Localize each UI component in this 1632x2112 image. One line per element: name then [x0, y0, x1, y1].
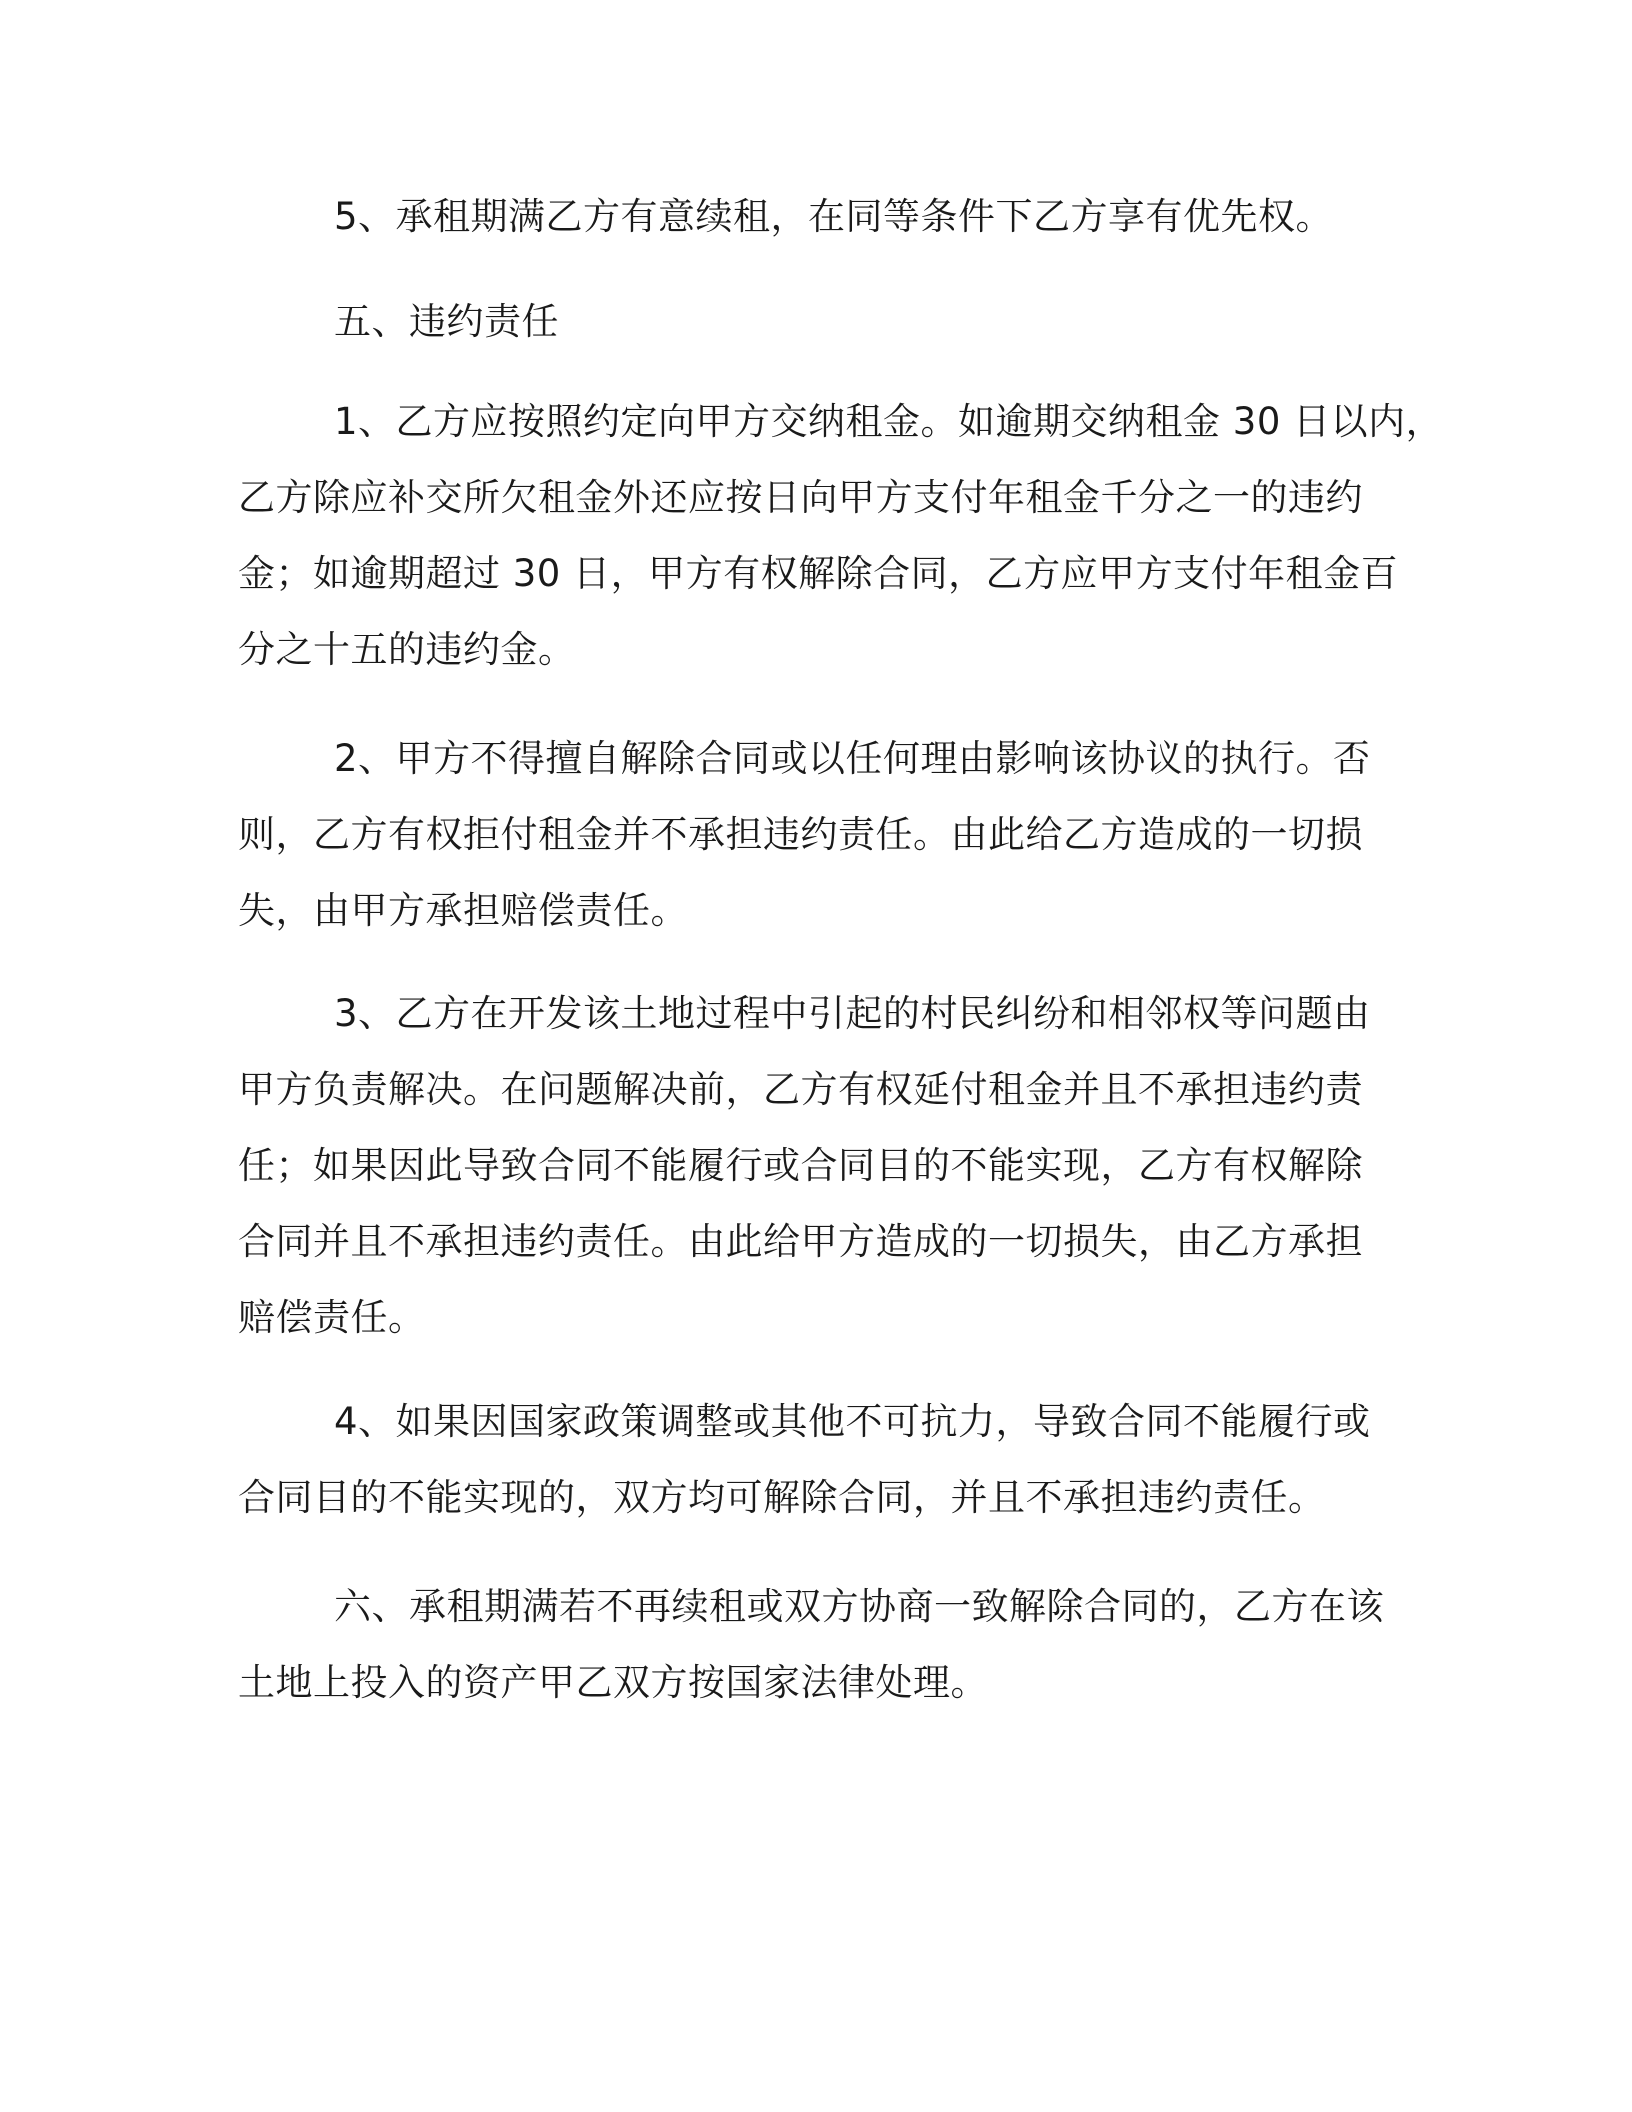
text-line: 4、如果因国家政策调整或其他不可抗力，导致合同不能履行或	[334, 1400, 1371, 1443]
text-line: 任；如果因此导致合同不能履行或合同目的不能实现，乙方有权解除	[238, 1144, 1363, 1187]
text-line: 合同目的不能实现的，双方均可解除合同，并且不承担违约责任。	[238, 1476, 1326, 1519]
text-line: 金；如逾期超过 30 日，甲方有权解除合同，乙方应甲方支付年租金百	[238, 552, 1399, 595]
text-line: 1、乙方应按照约定向甲方交纳租金。如逾期交纳租金 30 日以内，	[334, 400, 1444, 443]
text-line: 5、承租期满乙方有意续租，在同等条件下乙方享有优先权。	[334, 195, 1334, 238]
clause-breach-3	[238, 976, 1410, 1356]
text-line: 土地上投入的资产甲乙双方按国家法律处理。	[238, 1661, 988, 1704]
text-line: 合同并且不承担违约责任。由此给甲方造成的一切损失，由乙方承担	[238, 1220, 1363, 1263]
clause-5-renewal-priority	[238, 179, 1410, 255]
clause-breach-4	[238, 1384, 1410, 1536]
text-line: 分之十五的违约金。	[238, 628, 576, 671]
text-line: 乙方除应补交所欠租金外还应按日向甲方支付年租金千分之一的违约	[238, 476, 1363, 519]
text-line: 赔偿责任。	[238, 1296, 426, 1339]
section-heading-breach-liability	[238, 284, 1410, 360]
text-line: 甲方负责解决。在问题解决前，乙方有权延付租金并且不承担违约责	[238, 1068, 1363, 1111]
section-heading: 五、违约责任	[334, 300, 559, 343]
clause-breach-1	[238, 384, 1444, 688]
text-line: 失，由甲方承担赔偿责任。	[238, 889, 688, 932]
clause-breach-2	[238, 721, 1410, 949]
text-line: 3、乙方在开发该土地过程中引起的村民纠纷和相邻权等问题由	[334, 992, 1371, 1035]
text-line: 则，乙方有权拒付租金并不承担违约责任。由此给乙方造成的一切损	[238, 813, 1363, 856]
text-line: 六、承租期满若不再续租或双方协商一致解除合同的，乙方在该	[334, 1585, 1384, 1628]
text-line: 2、甲方不得擅自解除合同或以任何理由影响该协议的执行。否	[334, 737, 1371, 780]
section-6-asset-handling	[238, 1569, 1410, 1721]
